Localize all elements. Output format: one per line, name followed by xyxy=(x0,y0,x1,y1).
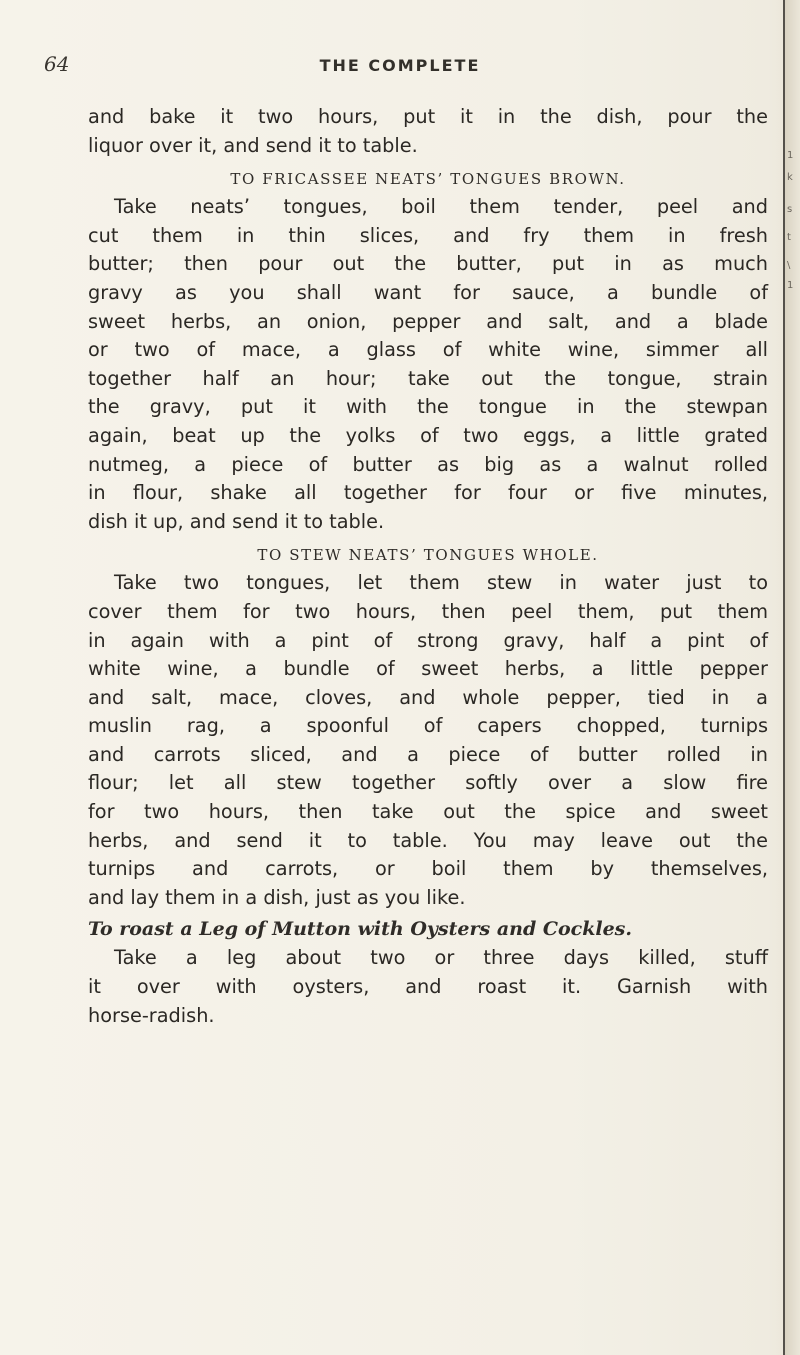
bleed-through-mark: 1 xyxy=(787,150,794,161)
text-line: together half an hour; take out the tongue, strain xyxy=(88,366,768,390)
text-line: white wine, a bundle of sweet herbs, a little pepper xyxy=(88,657,768,681)
recipe-paragraph xyxy=(88,193,768,536)
running-head: THE COMPLETE xyxy=(319,56,481,75)
text-line: sweet herbs, an onion, pepper and salt, and a blade xyxy=(88,309,768,333)
bleed-through-mark: t xyxy=(787,232,791,243)
text-line: the gravy, put it with the tongue in the stewpan xyxy=(88,395,768,419)
text-line: turnips and carrots, or boil them by themselves, xyxy=(88,857,768,881)
text-line: butter; then pour out the butter, put in as much xyxy=(88,252,768,276)
text-line: Take a leg about two or three days killed, stuff xyxy=(114,946,768,970)
text-line: gravy as you shall want for sauce, a bundle of xyxy=(88,280,768,304)
text-line: in flour, shake all together for four or five minutes, xyxy=(88,481,768,505)
text-line: dish it up, and send it to table. xyxy=(88,509,385,533)
recipe-heading: To roast a Leg of Mutton with Oysters and Cockles. xyxy=(88,918,632,941)
text-line: liquor over it, and send it to table. xyxy=(88,133,418,157)
recipe-paragraph xyxy=(88,569,768,912)
text-line: nutmeg, a piece of butter as big as a walnut rolled xyxy=(88,452,768,476)
recipe-heading: TO STEW NEATS’ TONGUES WHOLE. xyxy=(257,546,599,565)
text-line: herbs, and send it to table. You may leave out the xyxy=(88,828,768,852)
text-line: and lay them in a dish, just as you like. xyxy=(88,885,466,909)
text-line: horse-radish. xyxy=(88,1003,215,1027)
text-line: or two of mace, a glass of white wine, simmer all xyxy=(88,338,768,362)
page-number: 64 xyxy=(44,52,70,76)
text-line: muslin rag, a spoonful of capers chopped, turnips xyxy=(88,714,768,738)
bleed-through-mark: \ xyxy=(787,260,791,271)
text-line: and bake it two hours, put it in the dish, pour the xyxy=(88,105,768,128)
text-line: it over with oysters, and roast it. Garnish with xyxy=(88,975,768,999)
text-line: in again with a pint of strong gravy, half a pint of xyxy=(88,628,768,652)
page-body xyxy=(88,103,768,1030)
recipe-paragraph xyxy=(88,944,768,1030)
text-line: Take neats’ tongues, boil them tender, peel and xyxy=(114,195,768,219)
recipe-heading: TO FRICASSEE NEATS’ TONGUES BROWN. xyxy=(230,170,626,189)
text-line: and salt, mace, cloves, and whole pepper, tied in a xyxy=(88,685,768,709)
text-line: again, beat up the yolks of two eggs, a little grated xyxy=(88,423,768,447)
text-line: for two hours, then take out the spice and sweet xyxy=(88,800,768,824)
text-line: cover them for two hours, then peel them, put them xyxy=(88,599,768,623)
text-line: Take two tongues, let them stew in water just to xyxy=(114,571,768,595)
text-line: flour; let all stew together softly over a slow fire xyxy=(88,771,768,795)
text-line: cut them in thin slices, and fry them in fresh xyxy=(88,223,768,247)
page-header xyxy=(0,52,780,82)
bleed-through-mark: s xyxy=(787,204,793,215)
text-line: and carrots sliced, and a piece of butter rolled in xyxy=(88,742,768,766)
intro-paragraph xyxy=(88,103,768,160)
bleed-through-mark: k xyxy=(787,172,793,183)
bleed-through-mark: 1 xyxy=(787,280,794,291)
